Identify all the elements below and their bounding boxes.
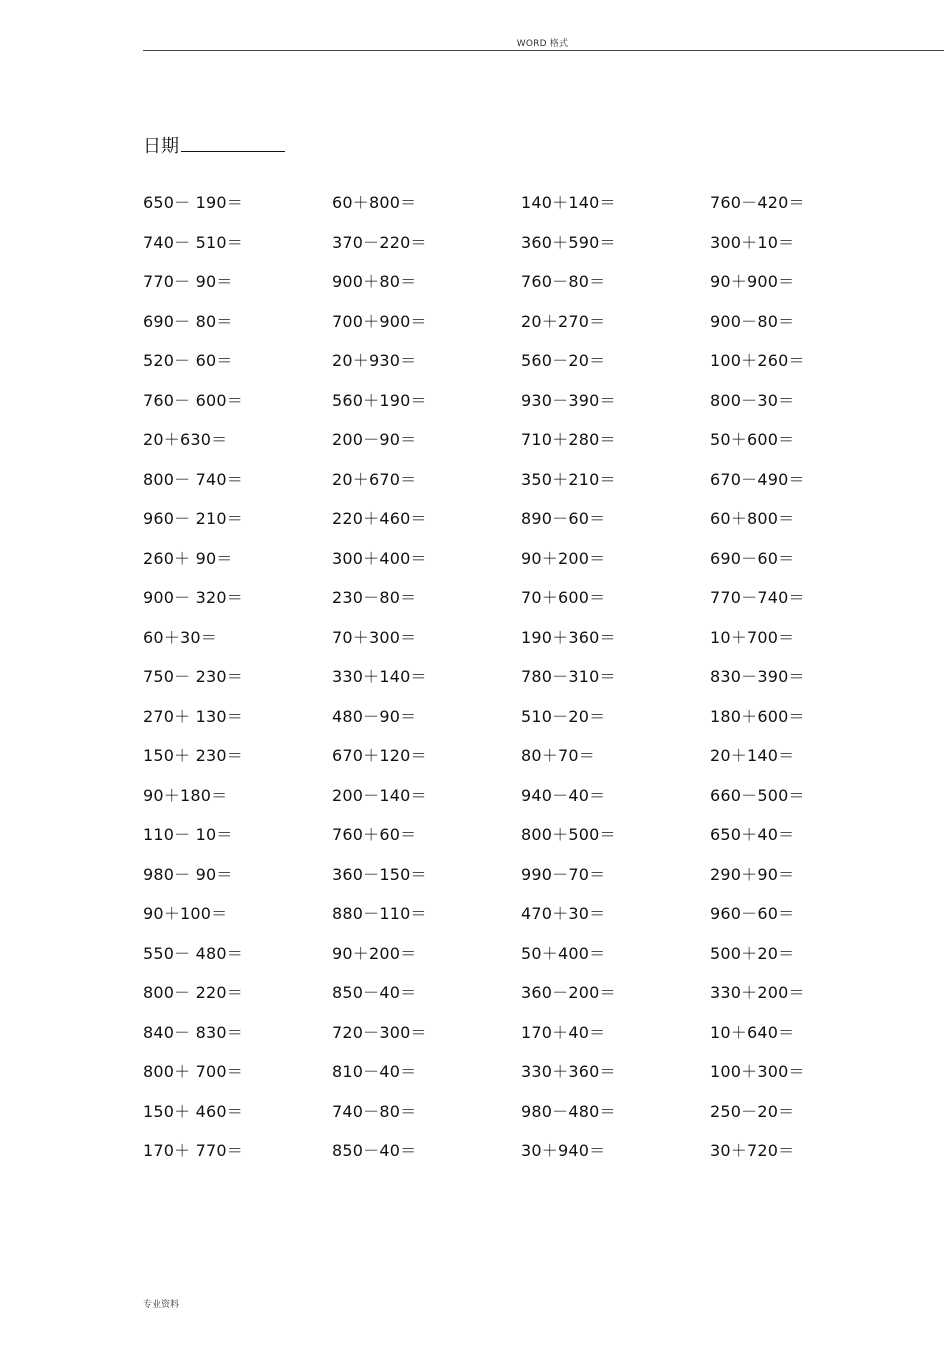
problem-item: 980－480＝	[521, 1101, 616, 1121]
problem-item: 960－60＝	[710, 904, 795, 924]
problem-item: 350＋210＝	[521, 469, 616, 489]
date-field	[143, 132, 285, 158]
problem-item: 10＋640＝	[710, 1022, 795, 1042]
problem-item: 50＋400＝	[521, 943, 606, 963]
problem-item: 10＋700＝	[710, 627, 795, 647]
problem-item: 520－ 60＝	[143, 351, 233, 371]
problem-item: 830－390＝	[710, 667, 805, 687]
problem-item: 230－80＝	[332, 588, 417, 608]
problem-row	[143, 419, 933, 459]
problem-item: 940－40＝	[521, 785, 606, 805]
problem-item: 50＋600＝	[710, 430, 795, 450]
problem-item: 270＋ 130＝	[143, 706, 243, 726]
problem-item: 90＋200＝	[332, 943, 417, 963]
problem-item: 760－80＝	[521, 272, 606, 292]
problem-item: 80＋70＝	[521, 746, 595, 766]
problem-item: 700＋900＝	[332, 311, 427, 331]
problem-item: 780－310＝	[521, 667, 616, 687]
problem-item: 750－ 230＝	[143, 667, 243, 687]
date-blank-line[interactable]	[181, 133, 285, 152]
problem-item: 70＋600＝	[521, 588, 606, 608]
problem-row	[143, 735, 933, 775]
page-header: WORD 格式	[516, 39, 569, 49]
problem-item: 20＋140＝	[710, 746, 795, 766]
problem-item: 30＋720＝	[710, 1141, 795, 1161]
problem-item: 260＋ 90＝	[143, 548, 233, 568]
problem-row	[143, 1091, 933, 1131]
problem-item: 370－220＝	[332, 232, 427, 252]
problem-item: 760－ 600＝	[143, 390, 243, 410]
problem-row	[143, 775, 933, 815]
problem-item: 170＋ 770＝	[143, 1141, 243, 1161]
problem-item: 200－90＝	[332, 430, 417, 450]
problem-item: 360－200＝	[521, 983, 616, 1003]
problem-item: 90＋180＝	[143, 785, 228, 805]
problem-item: 100＋260＝	[710, 351, 805, 371]
problem-item: 20＋930＝	[332, 351, 417, 371]
problem-item: 60＋30＝	[143, 627, 217, 647]
problem-row	[143, 538, 933, 578]
problem-row	[143, 933, 933, 973]
problem-item: 300＋400＝	[332, 548, 427, 568]
problem-item: 330＋200＝	[710, 983, 805, 1003]
problem-item: 190＋360＝	[521, 627, 616, 647]
problem-item: 330＋360＝	[521, 1062, 616, 1082]
problem-item: 760＋60＝	[332, 825, 417, 845]
problem-row	[143, 301, 933, 341]
header-divider	[143, 50, 944, 51]
problem-item: 500＋20＝	[710, 943, 795, 963]
problem-item: 560＋190＝	[332, 390, 427, 410]
problem-item: 880－110＝	[332, 904, 427, 924]
problem-item: 800＋ 700＝	[143, 1062, 243, 1082]
date-label: 日期	[143, 136, 179, 157]
problem-item: 110－ 10＝	[143, 825, 233, 845]
problem-item: 800－30＝	[710, 390, 795, 410]
problem-item: 690－60＝	[710, 548, 795, 568]
problem-item: 800＋500＝	[521, 825, 616, 845]
problem-row	[143, 459, 933, 499]
problem-row	[143, 380, 933, 420]
problem-item: 670＋120＝	[332, 746, 427, 766]
problem-item: 560－20＝	[521, 351, 606, 371]
problem-item: 930－390＝	[521, 390, 616, 410]
problem-row	[143, 340, 933, 380]
problem-row	[143, 696, 933, 736]
problem-item: 550－ 480＝	[143, 943, 243, 963]
problem-grid	[143, 182, 933, 1170]
problem-item: 660－500＝	[710, 785, 805, 805]
problem-item: 180＋600＝	[710, 706, 805, 726]
problem-item: 960－ 210＝	[143, 509, 243, 529]
problem-item: 20＋670＝	[332, 469, 417, 489]
problem-item: 30＋940＝	[521, 1141, 606, 1161]
problem-row	[143, 1051, 933, 1091]
problem-item: 900－80＝	[710, 311, 795, 331]
problem-item: 360－150＝	[332, 864, 427, 884]
problem-row	[143, 261, 933, 301]
problem-item: 690－ 80＝	[143, 311, 233, 331]
problem-item: 800－ 220＝	[143, 983, 243, 1003]
problem-item: 740－80＝	[332, 1101, 417, 1121]
problem-row	[143, 577, 933, 617]
problem-item: 90＋100＝	[143, 904, 228, 924]
problem-item: 250－20＝	[710, 1101, 795, 1121]
problem-item: 330＋140＝	[332, 667, 427, 687]
problem-item: 890－60＝	[521, 509, 606, 529]
problem-item: 990－70＝	[521, 864, 606, 884]
problem-item: 360＋590＝	[521, 232, 616, 252]
problem-item: 300＋10＝	[710, 232, 795, 252]
problem-item: 140＋140＝	[521, 193, 616, 213]
problem-item: 150＋ 460＝	[143, 1101, 243, 1121]
problem-row	[143, 222, 933, 262]
problem-item: 710＋280＝	[521, 430, 616, 450]
problem-row	[143, 498, 933, 538]
problem-item: 850－40＝	[332, 983, 417, 1003]
problem-item: 720－300＝	[332, 1022, 427, 1042]
problem-item: 760－420＝	[710, 193, 805, 213]
problem-row	[143, 1130, 933, 1170]
problem-item: 470＋30＝	[521, 904, 606, 924]
problem-item: 20＋270＝	[521, 311, 606, 331]
problem-row	[143, 814, 933, 854]
problem-item: 840－ 830＝	[143, 1022, 243, 1042]
page-footer: 专业资料	[143, 1300, 180, 1310]
problem-item: 810－40＝	[332, 1062, 417, 1082]
problem-item: 90＋200＝	[521, 548, 606, 568]
problem-item: 220＋460＝	[332, 509, 427, 529]
problem-item: 900－ 320＝	[143, 588, 243, 608]
problem-item: 170＋40＝	[521, 1022, 606, 1042]
problem-item: 980－ 90＝	[143, 864, 233, 884]
problem-item: 850－40＝	[332, 1141, 417, 1161]
problem-item: 900＋80＝	[332, 272, 417, 292]
problem-row	[143, 1012, 933, 1052]
problem-item: 800－ 740＝	[143, 469, 243, 489]
problem-item: 670－490＝	[710, 469, 805, 489]
problem-item: 650－ 190＝	[143, 193, 243, 213]
problem-item: 770－740＝	[710, 588, 805, 608]
problem-item: 60＋800＝	[332, 193, 417, 213]
problem-item: 200－140＝	[332, 785, 427, 805]
problem-row	[143, 972, 933, 1012]
problem-row	[143, 617, 933, 657]
problem-item: 480－90＝	[332, 706, 417, 726]
problem-item: 100＋300＝	[710, 1062, 805, 1082]
problem-row	[143, 854, 933, 894]
problem-item: 770－ 90＝	[143, 272, 233, 292]
problem-item: 290＋90＝	[710, 864, 795, 884]
problem-row	[143, 893, 933, 933]
problem-item: 740－ 510＝	[143, 232, 243, 252]
problem-item: 20＋630＝	[143, 430, 228, 450]
problem-row	[143, 656, 933, 696]
problem-item: 90＋900＝	[710, 272, 795, 292]
problem-item: 70＋300＝	[332, 627, 417, 647]
problem-item: 150＋ 230＝	[143, 746, 243, 766]
problem-item: 650＋40＝	[710, 825, 795, 845]
problem-item: 60＋800＝	[710, 509, 795, 529]
problem-row	[143, 182, 933, 222]
problem-item: 510－20＝	[521, 706, 606, 726]
